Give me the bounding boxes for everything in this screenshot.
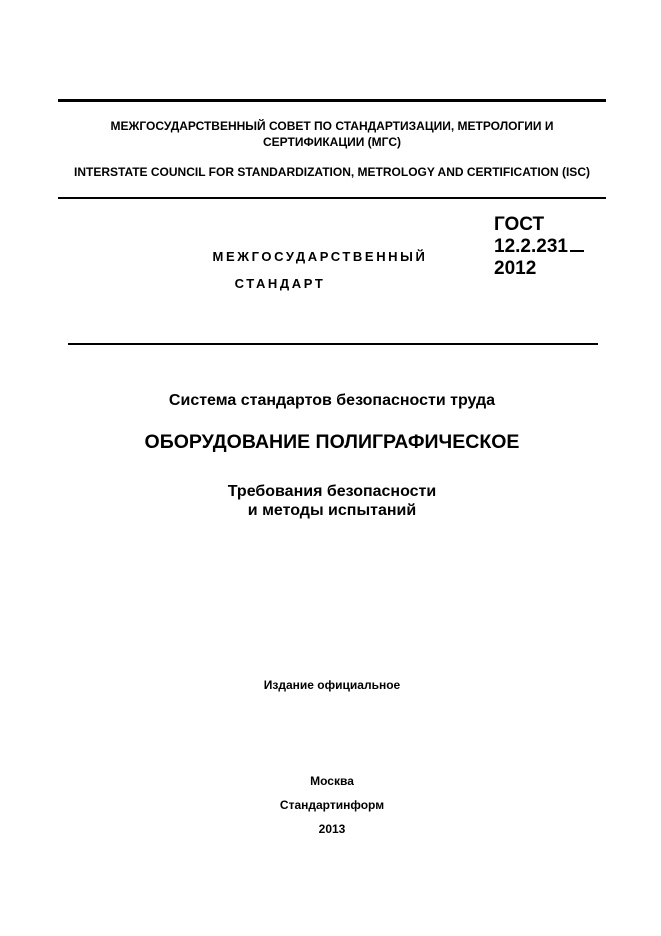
gost-number-row — [494, 236, 604, 258]
gost-designation — [494, 214, 604, 280]
system-title: Система стандартов безопасности труда — [168, 392, 496, 409]
bottom-rule — [68, 343, 598, 345]
middle-rule — [58, 197, 606, 199]
council-name-en: INTERSTATE COUNCIL FOR STANDARDIZATION, METROLOGY AND CERTIFICATION (ISC) — [74, 165, 590, 179]
gost-year: 2012 — [494, 258, 537, 279]
publication-year: 2013 — [318, 822, 346, 836]
council-name-ru: МЕЖГОСУДАРСТВЕННЫЙ СОВЕТ ПО СТАНДАРТИЗАЦИИ, МЕТРОЛОГИИ И СЕРТИФИКАЦИИ (МГС) — [110, 119, 554, 149]
edition-label: Издание официальное — [263, 678, 401, 692]
gost-prefix: ГОСТ — [494, 214, 545, 235]
publisher-block — [60, 769, 604, 841]
main-title: ОБОРУДОВАНИЕ ПОЛИГРАФИЧЕСКОЕ — [144, 431, 520, 453]
gost-number: 12.2.231 — [494, 236, 568, 257]
standard-label-line1: МЕЖГОСУДАРСТВЕННЫЙ — [212, 249, 428, 264]
subtitle-line1: Требования безопасности — [227, 483, 437, 500]
publication-city: Москва — [310, 774, 354, 788]
subtitle-line2: и методы испытаний — [247, 502, 417, 519]
publisher-name: Стандартинформ — [279, 798, 385, 812]
subtitle — [60, 482, 604, 520]
top-rule — [58, 99, 606, 102]
gost-dash — [570, 250, 584, 252]
standard-label-line2: СТАНДАРТ — [234, 276, 326, 291]
